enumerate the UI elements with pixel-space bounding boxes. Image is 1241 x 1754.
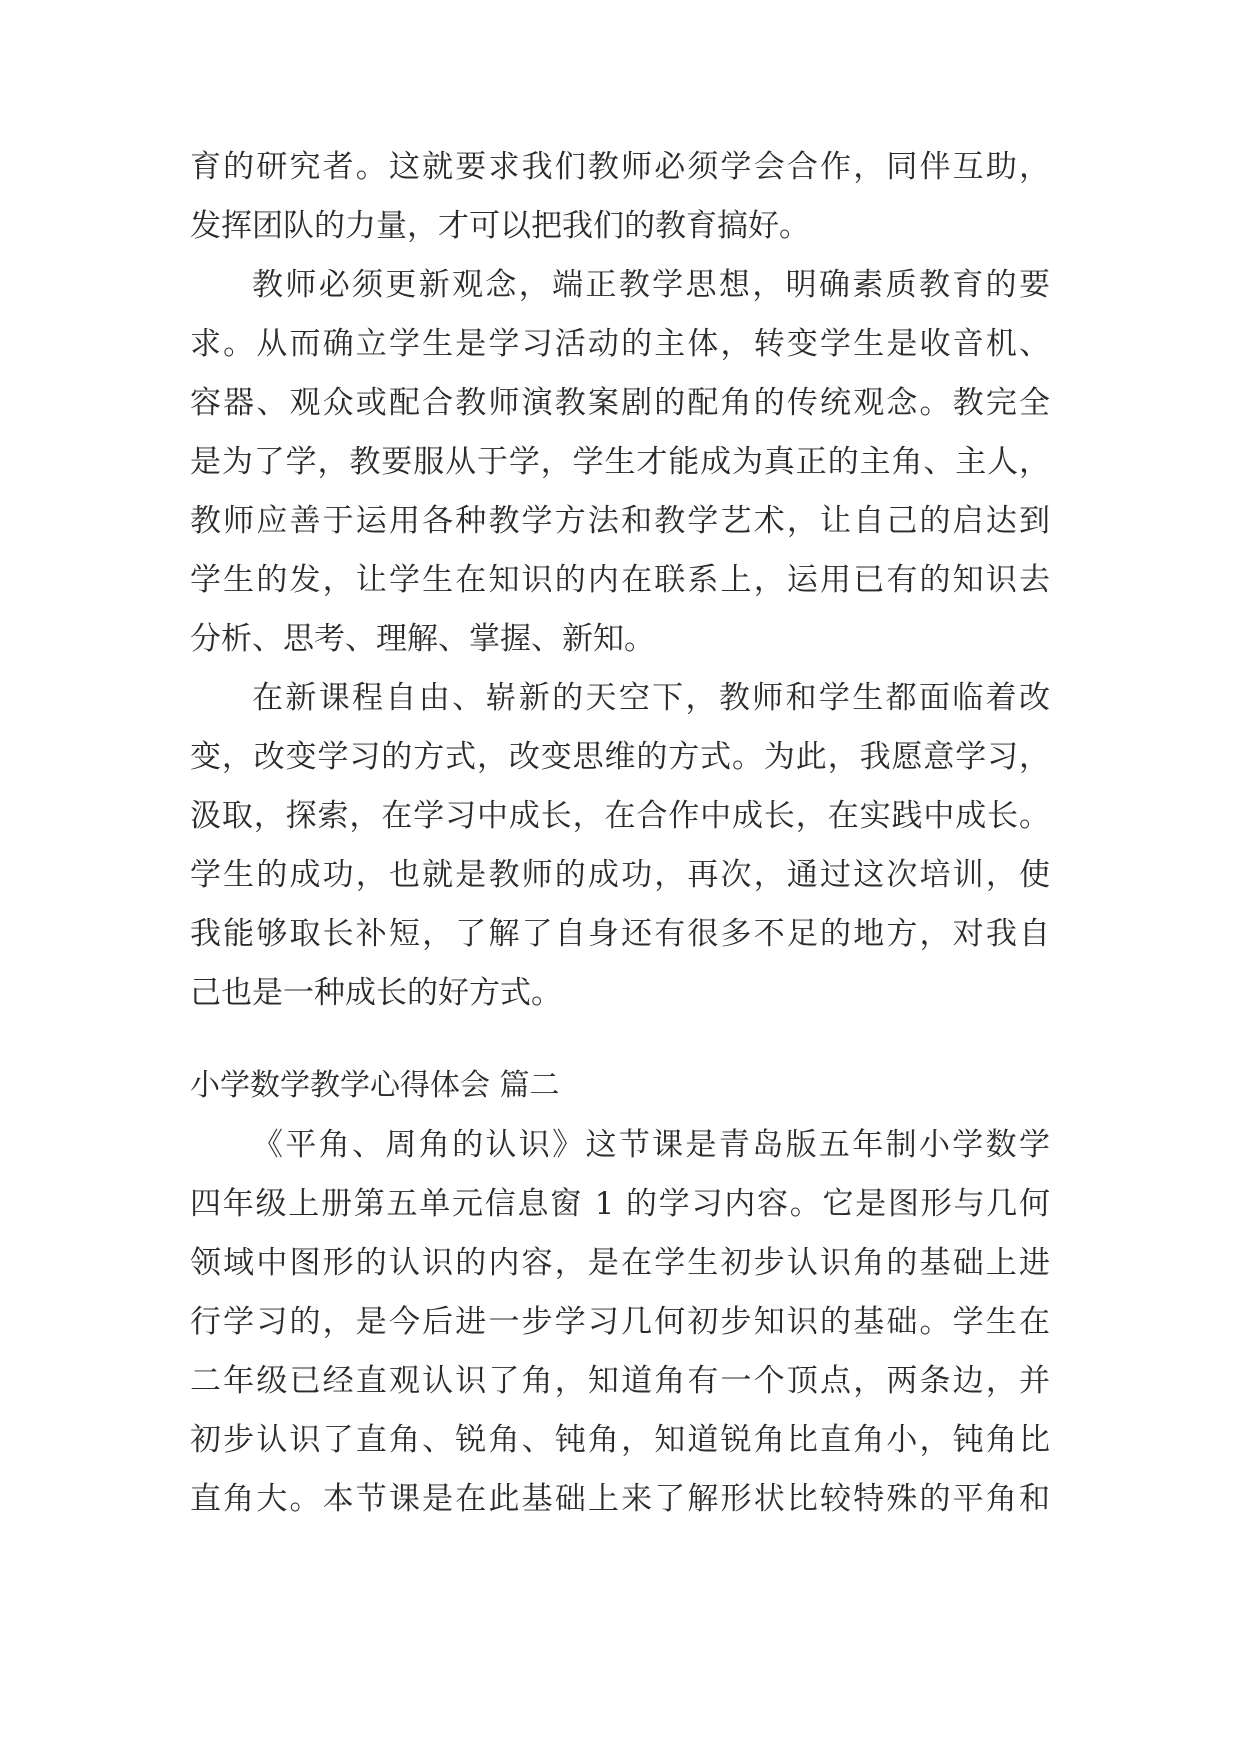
paragraph-3-line-3: 汲取，探索，在学习中成长，在合作中成长，在实践中成长。	[190, 798, 1050, 834]
paragraph-2-line-5: 教师应善于运用各种教学方法和教学艺术，让自己的启达到	[190, 503, 1050, 539]
paragraph-3-line-1: 在新课程自由、崭新的天空下，教师和学生都面临着改	[252, 680, 1050, 716]
paragraph-2-line-2: 求。从而确立学生是学习活动的主体，转变学生是收音机、	[190, 326, 1050, 362]
paragraph-2-line-3: 容器、观众或配合教师演教案剧的配角的传统观念。教完全	[190, 385, 1050, 421]
paragraph-4-line-2: 四年级上册第五单元信息窗 1 的学习内容。它是图形与几何	[190, 1186, 1050, 1222]
paragraph-1-line-1: 育的研究者。这就要求我们教师必须学会合作，同伴互助，	[190, 149, 1050, 185]
paragraph-4-line-3: 领域中图形的认识的内容，是在学生初步认识角的基础上进	[190, 1245, 1050, 1281]
paragraph-4-line-7: 直角大。本节课是在此基础上来了解形状比较特殊的平角和	[190, 1481, 1050, 1517]
paragraph-4-line-4: 行学习的，是今后进一步学习几何初步知识的基础。学生在	[190, 1304, 1050, 1340]
paragraph-4-line-1: 《平角、周角的认识》这节课是青岛版五年制小学数学	[252, 1127, 1050, 1163]
paragraph-3-line-4: 学生的成功，也就是教师的成功，再次，通过这次培训，使	[190, 857, 1050, 893]
paragraph-3-line-2: 变，改变学习的方式，改变思维的方式。为此，我愿意学习，	[190, 739, 1050, 775]
paragraph-3-line-5: 我能够取长补短，了解了自身还有很多不足的地方，对我自	[190, 916, 1050, 952]
paragraph-2-line-6: 学生的发，让学生在知识的内在联系上，运用已有的知识去	[190, 562, 1050, 598]
paragraph-4-line-6: 初步认识了直角、锐角、钝角，知道锐角比直角小，钝角比	[190, 1422, 1050, 1458]
paragraph-2-line-1: 教师必须更新观念，端正教学思想，明确素质教育的要	[252, 267, 1050, 303]
paragraph-4-line-5: 二年级已经直观认识了角，知道角有一个顶点，两条边，并	[190, 1363, 1050, 1399]
paragraph-2-line-4: 是为了学，教要服从于学，学生才能成为真正的主角、主人，	[190, 444, 1050, 480]
paragraph-2-line-7: 分析、思考、理解、掌握、新知。	[190, 621, 655, 657]
paragraph-3-line-6: 己也是一种成长的好方式。	[190, 975, 562, 1011]
section-heading: 小学数学教学心得体会 篇二	[190, 1068, 560, 1103]
paragraph-1-line-2: 发挥团队的力量，才可以把我们的教育搞好。	[190, 208, 810, 244]
